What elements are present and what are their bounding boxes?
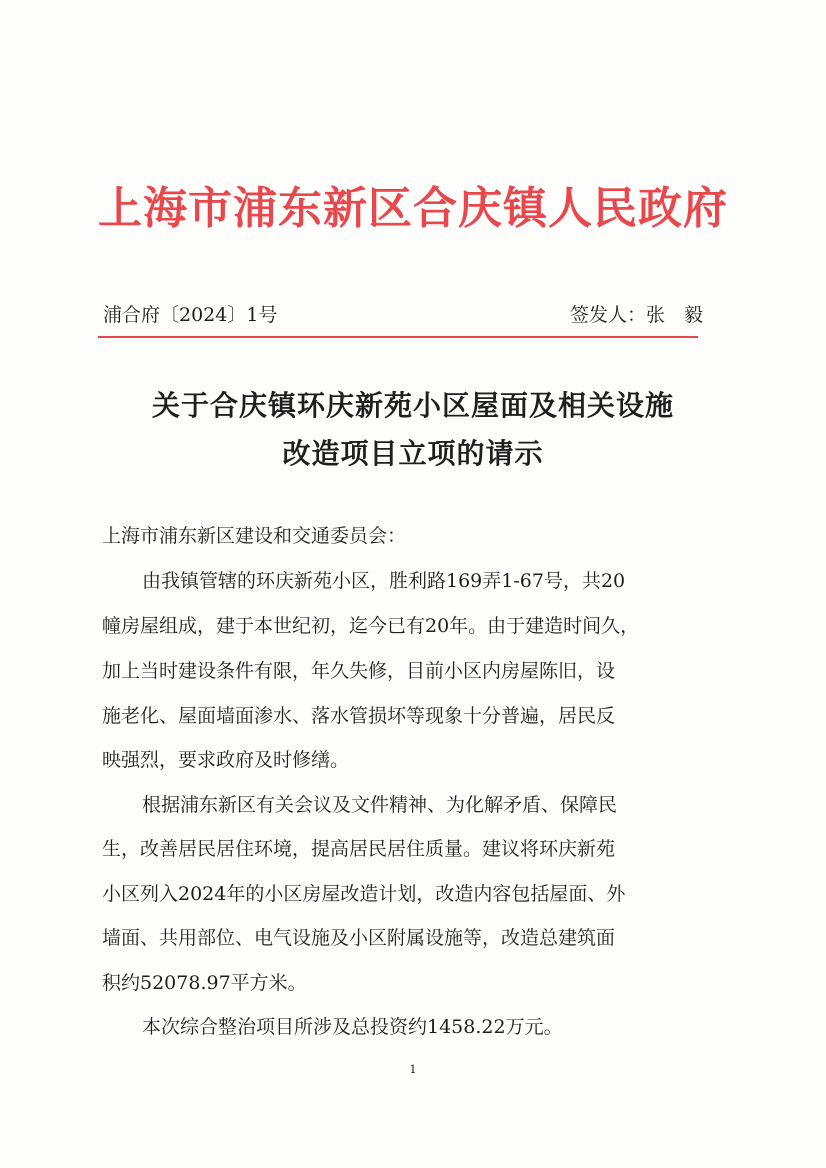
page-number: 1 <box>409 1063 417 1076</box>
paragraph-1-line-1: 由我镇管辖的环庆新苑小区，胜利路169弄1-67号，共20 <box>142 570 626 592</box>
paragraph-2-line-5: 积约52078.97平方米。 <box>102 972 307 994</box>
paragraph-2-line-1: 根据浦东新区有关会议及文件精神、为化解矛盾、保障民 <box>142 794 618 816</box>
red-divider-line <box>98 336 698 338</box>
document-number: 浦合府〔2024〕1号 <box>103 304 278 326</box>
addressee: 上海市浦东新区建设和交通委员会： <box>102 525 407 547</box>
paragraph-2-line-3: 小区列入2024年的小区房屋改造计划，改造内容包括屋面、外 <box>102 883 626 905</box>
paragraph-1-line-4: 施老化、屋面墙面渗水、落水管损坏等现象十分普遍，居民反 <box>102 705 616 727</box>
document-title-line-1: 关于合庆镇环庆新苑小区屋面及相关设施 <box>151 389 674 422</box>
paragraph-2-line-2: 生，改善居民居住环境，提高居民居住质量。建议将环庆新苑 <box>102 838 616 860</box>
paragraph-1-line-3: 加上当时建设条件有限，年久失修，目前小区内房屋陈旧，设 <box>102 660 616 682</box>
document-title-line-2: 改造项目立项的请示 <box>282 437 544 470</box>
paragraph-1-line-2: 幢房屋组成，建于本世纪初，迄今已有20年。由于建造时间久， <box>102 615 640 637</box>
paragraph-1-line-5: 映强烈，要求政府及时修缮。 <box>102 749 350 771</box>
signer: 签发人：张 毅 <box>569 304 703 326</box>
issuing-agency-header: 上海市浦东新区合庆镇人民政府 <box>98 183 728 234</box>
paragraph-3-line-1: 本次综合整治项目所涉及总投资约1458.22万元。 <box>142 1016 563 1038</box>
paragraph-2-line-4: 墙面、共用部位、电气设施及小区附属设施等，改造总建筑面 <box>102 927 616 949</box>
